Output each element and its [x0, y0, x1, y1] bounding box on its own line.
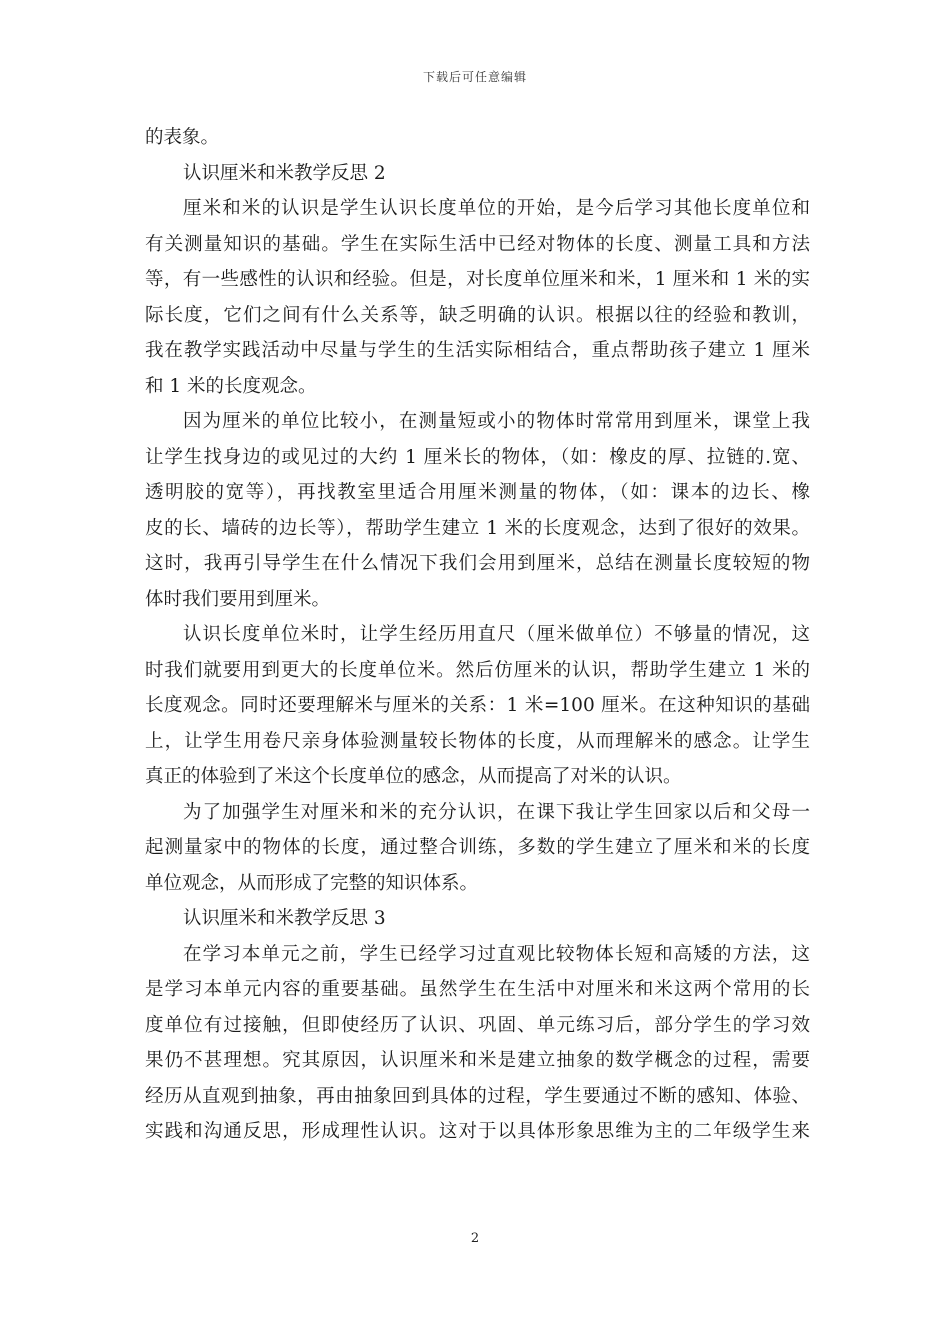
- text-line: 透明胶的宽等），再找教室里适合用厘米测量的物体，（如：课本的边长、橡: [145, 482, 810, 503]
- text-line: 时我们就要用到更大的长度单位米。然后仿厘米的认识，帮助学生建立 1 米的: [145, 659, 810, 681]
- text-line: 在学习本单元之前，学生已经学习过直观比较物体长短和高矮的方法，这: [183, 943, 810, 965]
- text-line: 认识长度单位米时，让学生经历用直尺（厘米做单位）不够量的情况，这: [183, 624, 810, 645]
- text-line: 上，让学生用卷尺亲身体验测量较长物体的长度，从而理解米的感念。让学生: [145, 730, 810, 752]
- text-line: 实践和沟通反思，形成理性认识。这对于以具体形象思维为主的二年级学生来: [145, 1121, 810, 1142]
- text-line: 为了加强学生对厘米和米的充分认识，在课下我让学生回家以后和父母一: [183, 801, 810, 823]
- text-line: 果仍不甚理想。究其原因，认识厘米和米是建立抽象的数学概念的过程，需要: [145, 1050, 810, 1071]
- text-line: 单位观念，从而形成了完整的知识体系。: [145, 872, 479, 894]
- document-body: [145, 120, 810, 1150]
- text-line: 是学习本单元内容的重要基础。虽然学生在生活中对厘米和米这两个常用的长: [145, 979, 810, 1000]
- text-line: 让学生找身边的或见过的大约 1 厘米长的物体，（如：橡皮的厚、拉链的.宽、: [145, 446, 810, 468]
- section-heading: 认识厘米和米教学反思 2: [183, 162, 386, 184]
- page-number: 2: [470, 1231, 480, 1246]
- text-line: 的表象。: [145, 127, 220, 148]
- text-line: 起测量家中的物体的长度，通过整合训练，多数的学生建立了厘米和米的长度: [145, 837, 810, 858]
- text-line: 我在教学实践活动中尽量与学生的生活实际相结合，重点帮助孩子建立 1 厘米: [145, 340, 810, 361]
- text-line: 长度观念。同时还要理解米与厘米的关系：1 米=100 厘米。在这种知识的基础: [145, 695, 810, 716]
- text-line: 因为厘米的单位比较小，在测量短或小的物体时常常用到厘米，课堂上我: [183, 411, 810, 432]
- text-line: 厘米和米的认识是学生认识长度单位的开始，是今后学习其他长度单位和: [183, 198, 810, 219]
- text-line: 和 1 米的长度观念。: [145, 375, 317, 397]
- text-line: 有关测量知识的基础。学生在实际生活中已经对物体的长度、测量工具和方法: [145, 233, 810, 255]
- page-header: 下载后可任意编辑: [422, 70, 527, 84]
- text-line: 体时我们要用到厘米。: [145, 588, 331, 610]
- text-line: 这时，我再引导学生在什么情况下我们会用到厘米，总结在测量长度较短的物: [145, 553, 810, 574]
- text-line: 等，有一些感性的认识和经验。但是，对长度单位厘米和米，1 厘米和 1 米的实: [145, 269, 810, 290]
- text-line: 际长度，它们之间有什么关系等，缺乏明确的认识。根据以往的经验和教训，: [145, 304, 810, 326]
- section-heading: 认识厘米和米教学反思 3: [183, 908, 386, 929]
- text-line: 度单位有过接触，但即使经历了认识、巩固、单元练习后，部分学生的学习效: [145, 1014, 810, 1036]
- text-line: 经历从直观到抽象，再由抽象回到具体的过程，学生要通过不断的感知、体验、: [145, 1085, 810, 1107]
- text-line: 真正的体验到了米这个长度单位的感念，从而提高了对米的认识。: [145, 766, 682, 787]
- text-line: 皮的长、墙砖的边长等），帮助学生建立 1 米的长度观念，达到了很好的效果。: [145, 517, 810, 539]
